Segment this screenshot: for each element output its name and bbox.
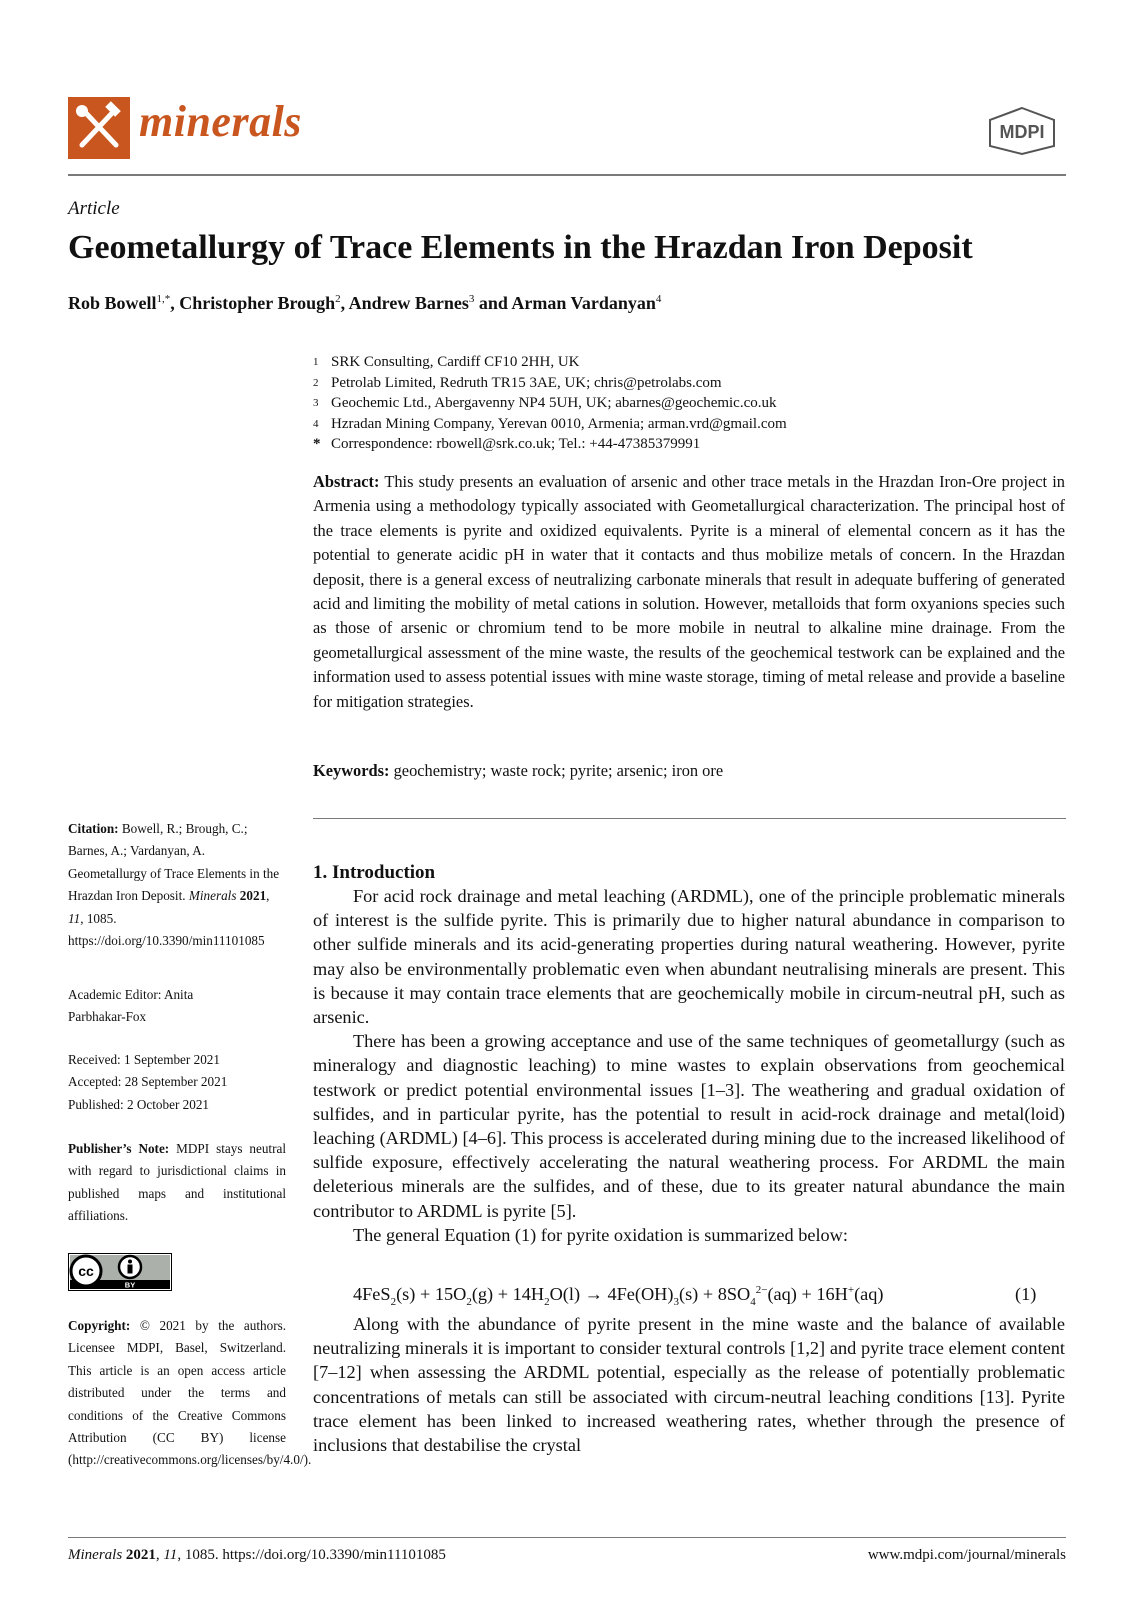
keywords (313, 761, 1065, 781)
footer-year: 2021 (125, 1547, 156, 1563)
author-name[interactable]: Andrew Barnes (348, 293, 469, 313)
affiliation-mark: 4 (313, 417, 319, 430)
affiliation-item (313, 352, 787, 373)
mdpi-logo-text: MDPI (999, 122, 1045, 142)
body-paragraph: There has been a growing acceptance and use of the same techniques of geometallurgy (such as mineralogy and diagnostic leaching) to mine wastes to explain observations from geochemical testwork or predict potential environmental issues [1–3]. The weathering and gradual oxidation of sulfides, and in particular pyrite, has the potential to result in acid-rock drainage and metal(loid) leaching (ARDML) [4–6]. This process is accelerated during mining due to the increased likelihood of sulfide exposure, effectively accelerating the natural weathering process. For ARDML the main deleterious minerals are the sulfides, and of these, due to its greater natural abundance the main contributor to ARDML is pyrite [5]. (313, 1031, 1065, 1221)
abstract-label: Abstract: (313, 472, 380, 491)
affiliation-mark: * (313, 436, 321, 453)
affiliation-text: Geochemic Ltd., Abergavenny NP4 5UH, UK; abarnes@geochemic.co.uk (331, 395, 777, 412)
introduction-body-continued (313, 1312, 1065, 1457)
published-date: Published: 2 October 2021 (68, 1096, 210, 1112)
received-date: Received: 1 September 2021 (68, 1052, 220, 1067)
affiliation-item (313, 393, 787, 414)
affiliation-item (313, 373, 787, 394)
citation-text: Bowell, R.; Brough, C.; Barnes, A.; Vardanyan, A. Geometallurgy of Trace Elements in the Hrazdan Iron Deposit. (68, 821, 280, 904)
body-paragraph: The general Equation (1) for pyrite oxidation is summarized below: (353, 1224, 848, 1245)
article-title: Geometallurgy of Trace Elements in the Hrazdan Iron Deposit (68, 229, 973, 266)
footer-doi[interactable]: , 1085. https://doi.org/10.3390/min11101085 (177, 1547, 446, 1563)
body-paragraph: For acid rock drainage and metal leaching (ARDML), one of the principle problematic minerals of interest is the sulfide pyrite. This is primarily due to higher natural abundance in comparison to other sulfide minerals and its acid-generating properties during natural weathering. However, pyrite may also be environmentally problematic even when abundant neutralising minerals are present. This is because it may contain trace elements that are geochemically mobile in circum-neutral pH, such as arsenic. (313, 886, 1065, 1028)
footer-citation: Minerals 2021, 11, 1085. https://doi.org/10.3390/min11101085 (68, 1547, 446, 1563)
citation-block: Citation: Bowell, R.; Brough, C.; Barnes, A.; Vardanyan, A. Geometallurgy of Trace Elements in the Hrazdan Iron Deposit. Minerals 2021, 11, 1085. https://doi.org/10.3390/min11101085 (68, 821, 280, 949)
publisher-note (68, 1138, 286, 1228)
citation-doi[interactable]: , 1085. https://doi.org/10.3390/min11101085 (68, 910, 265, 949)
by-label: BY (124, 1280, 136, 1290)
footer-journal-url[interactable]: www.mdpi.com/journal/minerals (867, 1547, 1066, 1563)
affiliation-mark: 2 (313, 376, 319, 389)
citation-label: Citation: (68, 821, 119, 836)
correspondence-item (313, 434, 787, 455)
keywords-label: Keywords: (313, 761, 390, 780)
introduction-body (313, 884, 1065, 1247)
affiliation-mark: 1 (313, 356, 319, 368)
abstract-text: This study presents an evaluation of arsenic and other trace metals in the Hrazdan Iron-Ore project in Armenia using a methodology typically associated with Geometallurgical characterization. The principal host of the trace elements is pyrite and oxidized equivalents. Pyrite is a mineral of elemental concern as it has the potential to generate acidic pH in water that it contacts and thus mobilize metals of concern. In the Hrazdan deposit, there is a general excess of neutralizing carbonate minerals that result in adequate buffering of generated acid and limiting the mobility of metal cations in solution. However, metalloids that form oxyanions species such as those of arsenic or chromium tend to be more mobile in neutral to alkaline mine drainage. From the geometallurgical assessment of the mine waste, the results of the geochemical testwork can be explained and the information used to assess potential issues with mine waste storage, timing of metal release and provide a baseline for mitigation strategies. (313, 472, 1065, 711)
footer-journal: Minerals (68, 1547, 123, 1563)
affiliation-text: Petrolab Limited, Redruth TR15 3AE, UK; chris@petrolabs.com (331, 374, 722, 391)
cc-by-license-icon[interactable] (68, 1253, 172, 1291)
body-paragraph: Along with the abundance of pyrite present in the mine waste and the balance of available neutralizing minerals it is important to consider textural controls [1,2] and pyrite trace element content [7–12] when assessing the ARDML potential, especially as the release of potentially problematic concentrations of metals can still be associated with circum-neutral leaching conditions [13]. Pyrite trace element has been linked to increased weathering rates, whether through the presence of inclusions that destabilise the crystal (313, 1314, 1065, 1456)
mdpi-logo-icon[interactable] (986, 106, 1058, 156)
affiliation-text: SRK Consulting, Cardiff CF10 2HH, UK (331, 354, 580, 370)
citation-journal: Minerals (188, 888, 237, 904)
equation-pyrite-oxidation: $4FeS_2(s) + 15O_2(g) + 14H_2O(l) \to 4Fe(OH)_3(s) + 8SO_4^{2-}(aq) + 16H^+(aq)$ (353, 1284, 884, 1308)
section-heading-introduction: 1. Introduction (313, 862, 436, 883)
author-separator: , (170, 293, 180, 313)
footer-divider (68, 1537, 1066, 1538)
header-divider (68, 174, 1066, 176)
author-separator: , (340, 293, 349, 313)
keywords-text: geochemistry; waste rock; pyrite; arsenic; iron ore (393, 761, 724, 780)
publication-dates (68, 1049, 286, 1116)
copyright-block (68, 1315, 312, 1472)
academic-editor (68, 984, 286, 1029)
footer-volume: 11 (163, 1547, 178, 1563)
academic-editor-line: Parbhakar-Fox (68, 1009, 147, 1025)
cc-label: cc (78, 1263, 94, 1279)
affiliation-list (313, 352, 787, 455)
citation-volume: 11 (68, 910, 81, 926)
equation-number: (1) (1015, 1284, 1037, 1304)
author-affil-mark: 3 (468, 293, 475, 305)
copyright-label: Copyright: (68, 1318, 131, 1333)
abstract-divider (313, 818, 1066, 819)
author-name[interactable]: Rob Bowell (68, 293, 157, 313)
journal-name[interactable]: minerals (139, 97, 302, 146)
academic-editor-line: Academic Editor: Anita (68, 987, 194, 1002)
affiliation-item (313, 414, 787, 435)
affiliation-mark: 3 (313, 397, 319, 410)
copyright-text: © 2021 by the authors. Licensee MDPI, Basel, Switzerland. This article is an open access article distributed under the terms and conditions of the Creative Commons Attribution (CC BY) license (http://creativecommons.org/licenses/by/4.0/). (68, 1318, 312, 1468)
abstract (313, 470, 1065, 714)
accepted-date: Accepted: 28 September 2021 (68, 1074, 228, 1090)
journal-logo-icon (68, 97, 130, 159)
correspondence-text: Correspondence: rbowell@srk.co.uk; Tel.: +44-47385379991 (331, 436, 701, 453)
affiliation-text: Hzradan Mining Company, Yerevan 0010, Armenia; arman.vrd@gmail.com (331, 415, 787, 432)
author-affil-mark: 4 (655, 293, 662, 305)
citation-year: 2021 (239, 888, 267, 904)
article-type: Article (68, 198, 120, 219)
publisher-note-label: Publisher’s Note: (68, 1141, 170, 1156)
publisher-note-text: MDPI stays neutral with regard to jurisdictional claims in published maps and institutional affiliations. (68, 1141, 287, 1224)
author-list (68, 293, 661, 314)
author-affil-mark: 1,* (156, 293, 171, 305)
author-name[interactable]: Arman Vardanyan (511, 293, 656, 313)
author-separator: and (474, 293, 512, 313)
author-name[interactable]: Christopher Brough (179, 293, 336, 313)
author-affil-mark: 2 (335, 293, 341, 305)
